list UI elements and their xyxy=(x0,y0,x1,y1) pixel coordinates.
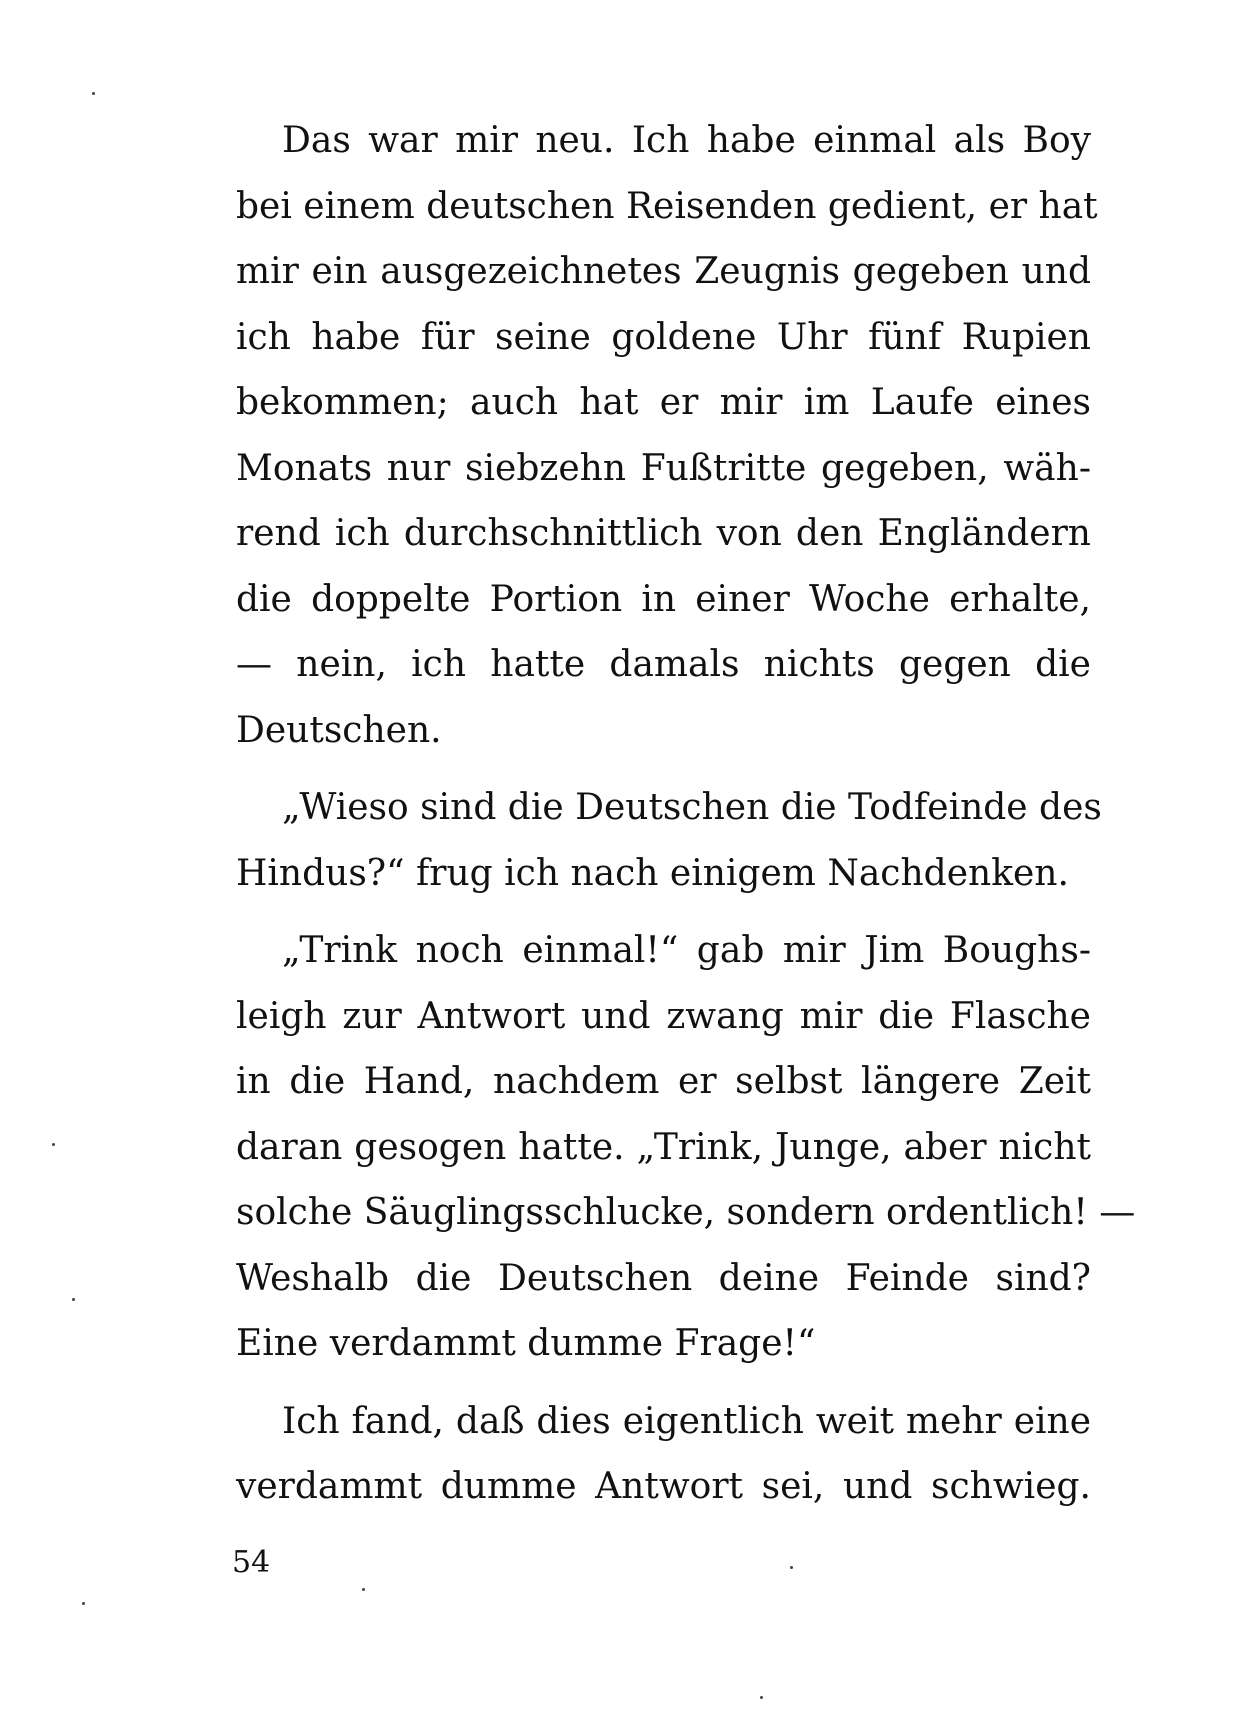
text-line: daran gesogen hatte. „Trink, Junge, aber nicht xyxy=(236,1126,1091,1168)
text-line: mir ein ausgezeichnetes Zeugnis gegeben und xyxy=(236,251,1091,292)
text-line: verdammt dumme Antwort sei, und schwieg. xyxy=(236,1466,1091,1507)
text-line: „Trink noch einmal!“ gab mir Jim Boughs- xyxy=(282,930,1091,971)
text-line: bei einem deutschen Reisenden gedient, er hat xyxy=(236,185,1098,227)
text-line: solche Säuglingsschlucke, sondern ordentlich! — xyxy=(236,1192,1136,1233)
text-line: die doppelte Portion in einer Woche erhalte, xyxy=(236,578,1091,620)
text-line: — nein, ich hatte damals nichts gegen die xyxy=(236,644,1091,685)
text-line: Eine verdammt dumme Frage!“ xyxy=(236,1323,816,1364)
text-line: Deutschen. xyxy=(236,709,442,751)
paper-speck xyxy=(82,1602,85,1605)
paper-speck xyxy=(52,1143,55,1146)
paper-speck xyxy=(760,1696,763,1699)
text-line: Ich fand, daß dies eigentlich weit mehr eine xyxy=(282,1400,1091,1442)
paragraph-gap xyxy=(236,1377,1091,1389)
paper-speck xyxy=(72,1298,75,1301)
text-line: ich habe für seine goldene Uhr fünf Rupien xyxy=(236,316,1091,358)
text-line: „Wieso sind die Deutschen die Todfeinde des xyxy=(282,787,1102,828)
paragraph-gap xyxy=(236,763,1091,775)
paper-speck xyxy=(790,1566,793,1569)
text-line: Monats nur siebzehn Fußtritte gegeben, wäh- xyxy=(236,447,1091,489)
text-line: Weshalb die Deutschen deine Feinde sind? xyxy=(236,1257,1091,1299)
text-line: Das war mir neu. Ich habe einmal als Boy xyxy=(282,120,1091,161)
text-line: Hindus?“ frug ich nach einigem Nachdenken. xyxy=(236,852,1069,894)
text-line: leigh zur Antwort und zwang mir die Flasche xyxy=(236,995,1091,1037)
paper-speck xyxy=(92,92,95,95)
body-text xyxy=(236,108,1136,1520)
page-number: 54 xyxy=(232,1545,271,1580)
text-line: rend ich durchschnittlich von den Engländern xyxy=(236,513,1091,554)
text-line: in die Hand, nachdem er selbst längere Zeit xyxy=(236,1061,1091,1102)
paragraph-gap xyxy=(236,906,1091,918)
paper-speck xyxy=(362,1588,365,1591)
text-line: bekommen; auch hat er mir im Laufe eines xyxy=(236,382,1091,423)
